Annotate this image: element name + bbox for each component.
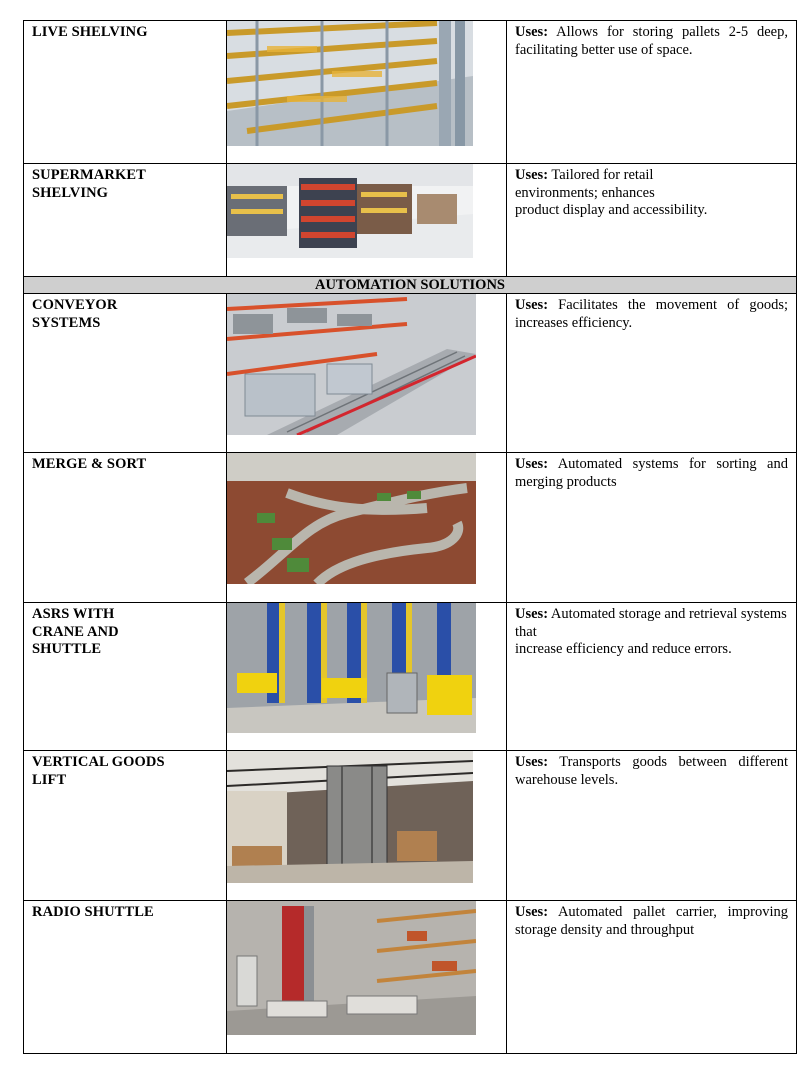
uses-label: Uses: [515, 754, 549, 770]
uses-text [507, 164, 796, 220]
radio-shuttle-photo [227, 901, 476, 1035]
uses-text [507, 603, 796, 659]
uses-label: Uses: [515, 297, 549, 313]
uses-label: Uses: [515, 904, 549, 920]
equipment-name: MERGE & SORT [32, 456, 147, 472]
asrs-photo [227, 603, 476, 733]
supermarket-shelving-photo [227, 164, 473, 258]
table-row [24, 21, 797, 164]
vertical-lift-photo [227, 751, 473, 883]
equipment-name: CONVEYOR SYSTEMS [32, 297, 118, 331]
uses-text [507, 751, 796, 789]
section-header: AUTOMATION SOLUTIONS [24, 277, 797, 294]
uses-text [507, 901, 796, 939]
uses-label: Uses: [515, 167, 549, 183]
conveyor-systems-photo [227, 294, 476, 435]
merge-sort-photo [227, 453, 476, 584]
equipment-name: VERTICAL GOODS LIFT [32, 754, 165, 788]
equipment-name: SUPERMARKET SHELVING [32, 167, 146, 201]
uses-label: Uses: [515, 456, 549, 472]
table-row [24, 164, 797, 277]
table-row [24, 603, 797, 751]
equipment-name: RADIO SHUTTLE [32, 904, 154, 920]
live-shelving-photo [227, 21, 473, 146]
uses-text [507, 294, 796, 332]
uses-text [507, 453, 796, 491]
equipment-name: LIVE SHELVING [32, 24, 148, 40]
table-row [24, 294, 797, 453]
table-row [24, 751, 797, 901]
equipment-name: ASRS WITH CRANE AND SHUTTLE [32, 606, 119, 657]
table-row [24, 453, 797, 603]
uses-label: Uses: [515, 24, 549, 40]
equipment-table [23, 20, 797, 1054]
uses-label: Uses: [515, 606, 549, 622]
uses-description: Automated systems for sorting and merging products [515, 456, 788, 490]
uses-text [507, 21, 796, 59]
uses-description: Automated pallet carrier, improving storage density and throughput [515, 904, 789, 938]
uses-description: Tailored for retail environments; enhances product display and accessibility. [515, 167, 708, 218]
uses-description: Automated storage and retrieval systems that increase efficiency and reduce errors. [515, 606, 787, 657]
uses-description: Facilitates the movement of goods; increases efficiency. [515, 297, 788, 331]
uses-description: Transports goods between different warehouse levels. [515, 754, 788, 788]
uses-description: Allows for storing pallets 2-5 deep, facilitating better use of space. [515, 24, 788, 58]
table-row [24, 901, 797, 1054]
section-header-row [24, 277, 797, 294]
